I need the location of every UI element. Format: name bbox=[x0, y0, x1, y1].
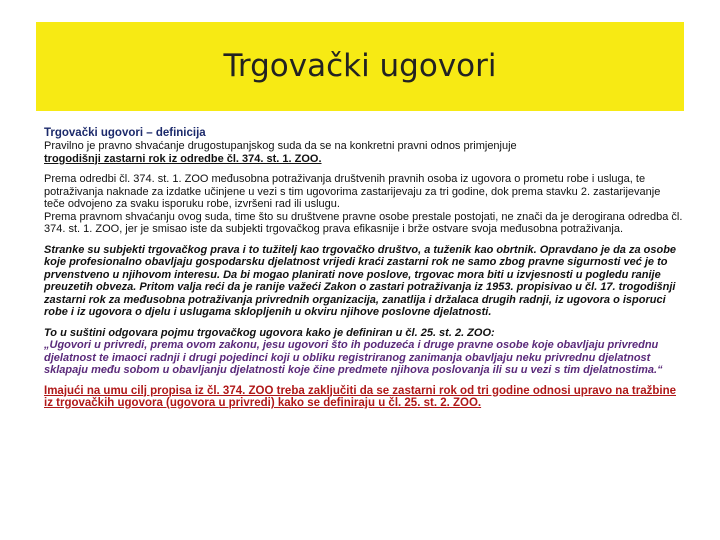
paragraph-provision-b: Prema pravnom shvaćanju ovog suda, time što su društvene pravne osobe prestale postojati, ne znači da je derogirana odredba čl. 374. st. 1. ZOO, jer je smisao iste da subjekti trgovačkog prava efikasnije i brže ostvare svoja međusobna potraživanja. bbox=[44, 210, 683, 235]
paragraph-provision-a: Prema odredbi čl. 374. st. 1. ZOO međusobna potraživanja društvenih pravnih osoba iz ugovora o prometu robe i usluga, te potraživanja naknade za izdatke učinjene u vezi s tim ugovorima zastarijevaju za tri godine, dok prema stavku 2. zastarijevanje teče odvojeno za svaku isporuku robe, izvršeni rad ili uslugu. bbox=[44, 173, 661, 210]
conclusion: Imajući na umu cilj propisa iz čl. 374. ZOO treba zaključiti da se zastarni rok od tri godine odnosi upravo na tražbine iz trgovačkih ugovora (ugovora u privredi) kako se definiraju u čl. 25. st. 2. ZOO. bbox=[44, 384, 677, 409]
intro-line: Pravilno je pravno shvaćanje drugostupanjskog suda da se na konkretni pravni odnos primjenjuje bbox=[44, 140, 517, 152]
section-heading: Trgovački ugovori – definicija bbox=[44, 127, 206, 139]
definition-lead: To u suštini odgovara pojmu trgovačkog ugovora kako je definiran u čl. 25. st. 2. ZOO: bbox=[44, 326, 495, 339]
paragraph-provision bbox=[44, 173, 684, 236]
intro-line-emphasis: trogodišnji zastarni rok iz odredbe čl. 374. st. 1. ZOO. bbox=[44, 152, 322, 165]
content-body bbox=[44, 126, 684, 421]
page-title: Trgovački ugovori bbox=[223, 48, 497, 84]
title-band bbox=[36, 22, 684, 111]
definition-quote: „Ugovori u privredi, prema ovom zakonu, jesu ugovori što ih poduzeća i druge pravne osobe koje obavljaju privrednu djelatnost te imaoci radnji i drugi pojedinci koji u obliku registriranog zanimanja obavljaju neku privrednu djelatnost sklapaju među sobom u obavljanju djelatnosti koje čine predmete njihova poslovanja ili su u vezi s tim djelatnostima.“ bbox=[44, 339, 663, 376]
paragraph-parties: Stranke su subjekti trgovačkog prava i to tužitelj kao trgovačko društvo, a tuženik kao obrtnik. Opravdano je da za osobe koje profesionalno obavljaju gospodarsku djelatnost vrijedi kraći zastarni rok ne samo zbog pravne sigurnosti već je to prvenstveno u njihovom interesu. Da bi mogao planirati nove poslove, trgovac mora biti u izvjesnosti u pogledu ranije preuzetih obveza. Pritom valja reći da je ranije važeći Zakon o zastari potraživanja iz 1953. propisivao u čl. 17. trogodišnji zastarni rok za međusobna potraživanja privrednih organizacija, zanatlija i držalaca drugih radnji, iz ugovora o isporuci robe i iz ugovora o djelu i uslugama sklopljenih u okviru njihove poslovne djelatnosti. bbox=[44, 243, 677, 318]
paragraph-definition bbox=[44, 327, 684, 377]
